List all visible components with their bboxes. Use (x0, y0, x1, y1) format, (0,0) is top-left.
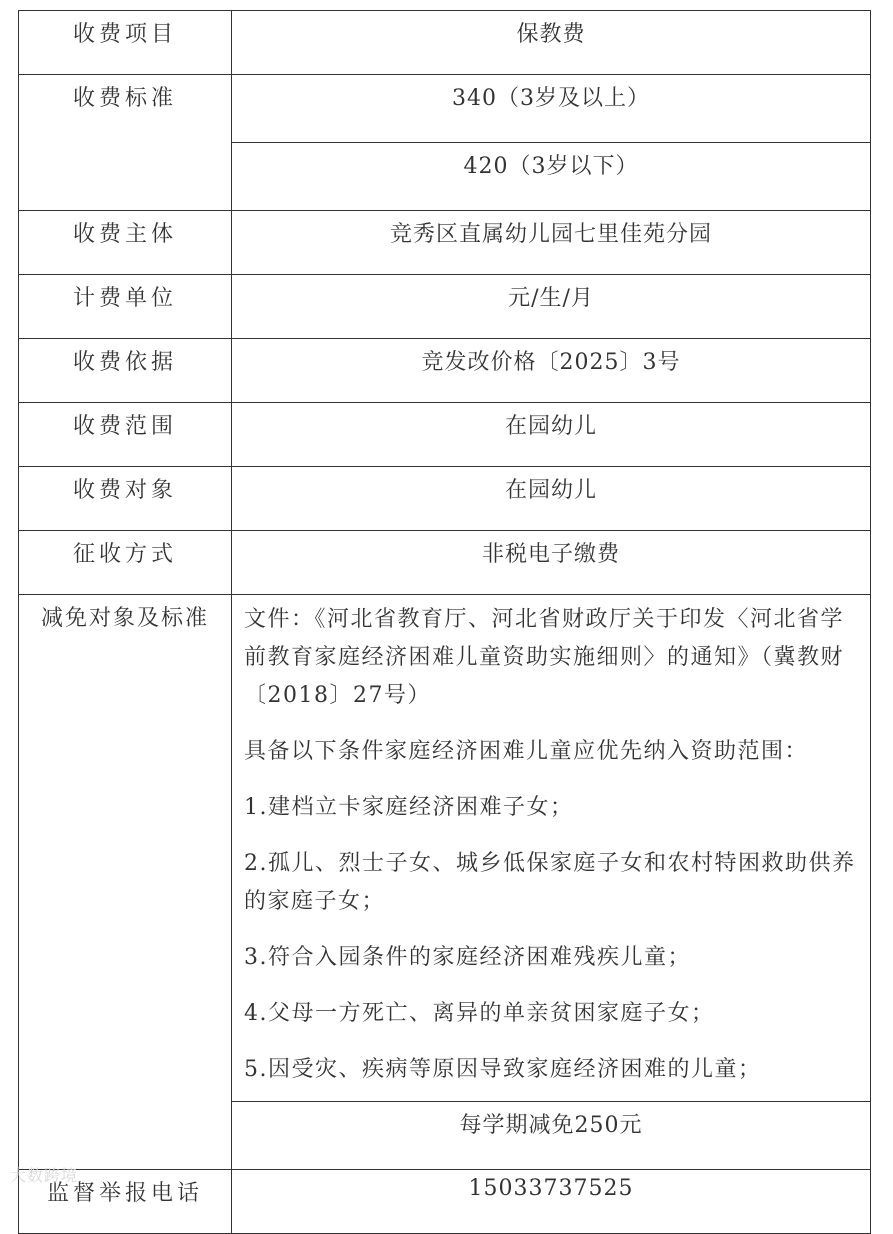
hotline-label: 监督举报电话 (19, 1170, 232, 1234)
standard-value-b: 420（3岁以下） (232, 143, 871, 211)
method-label: 征收方式 (19, 531, 232, 595)
reduction-intro: 具备以下条件家庭经济困难儿童应优先纳入资助范围： (244, 739, 809, 764)
watermark-logo: 大数跨境 (10, 1166, 79, 1185)
reduction-condition-4: 4.父母一方死亡、离异的单亲贫困家庭子女； (244, 1001, 715, 1026)
reduction-condition-5: 5.因受灾、疾病等原因导致家庭经济困难的儿童； (244, 1057, 762, 1082)
standard-label: 收费标准 (19, 75, 232, 211)
row-item (19, 11, 871, 75)
reduction-label: 减免对象及标准 (19, 595, 232, 1170)
reduction-condition-3: 3.符合入园条件的家庭经济困难残疾儿童； (244, 945, 691, 970)
method-value: 非税电子缴费 (232, 531, 871, 595)
row-standard-a (19, 75, 871, 143)
reduction-condition-2: 2.孤儿、烈士子女、城乡低保家庭子女和农村特困救助供养的家庭子女； (244, 851, 856, 914)
row-reduction (19, 595, 871, 1102)
reduction-amount: 每学期减免250元 (232, 1102, 871, 1170)
hotline-value: 15033737525 (232, 1170, 871, 1234)
basis-value: 竞发改价格〔2025〕3号 (232, 339, 871, 403)
reduction-details (232, 595, 871, 1102)
row-scope (19, 403, 871, 467)
fee-table (18, 10, 871, 1234)
standard-value-a: 340（3岁及以上） (232, 75, 871, 143)
subject-value: 竞秀区直属幼儿园七里佳苑分园 (232, 211, 871, 275)
row-basis (19, 339, 871, 403)
row-subject (19, 211, 871, 275)
unit-value: 元/生/月 (232, 275, 871, 339)
basis-label: 收费依据 (19, 339, 232, 403)
row-method (19, 531, 871, 595)
reduction-condition-1: 1.建档立卡家庭经济困难子女； (244, 795, 574, 820)
reduction-document: 文件：《河北省教育厅、河北省财政厅关于印发〈河北省学前教育家庭经济困难儿童资助实施细则〉的通知》（冀教财〔2018〕27号） (244, 607, 845, 708)
target-value: 在园幼儿 (232, 467, 871, 531)
item-label: 收费项目 (19, 11, 232, 75)
item-value: 保教费 (232, 11, 871, 75)
scope-value: 在园幼儿 (232, 403, 871, 467)
row-unit (19, 275, 871, 339)
row-target (19, 467, 871, 531)
row-hotline (19, 1170, 871, 1234)
target-label: 收费对象 (19, 467, 232, 531)
subject-label: 收费主体 (19, 211, 232, 275)
unit-label: 计费单位 (19, 275, 232, 339)
scope-label: 收费范围 (19, 403, 232, 467)
